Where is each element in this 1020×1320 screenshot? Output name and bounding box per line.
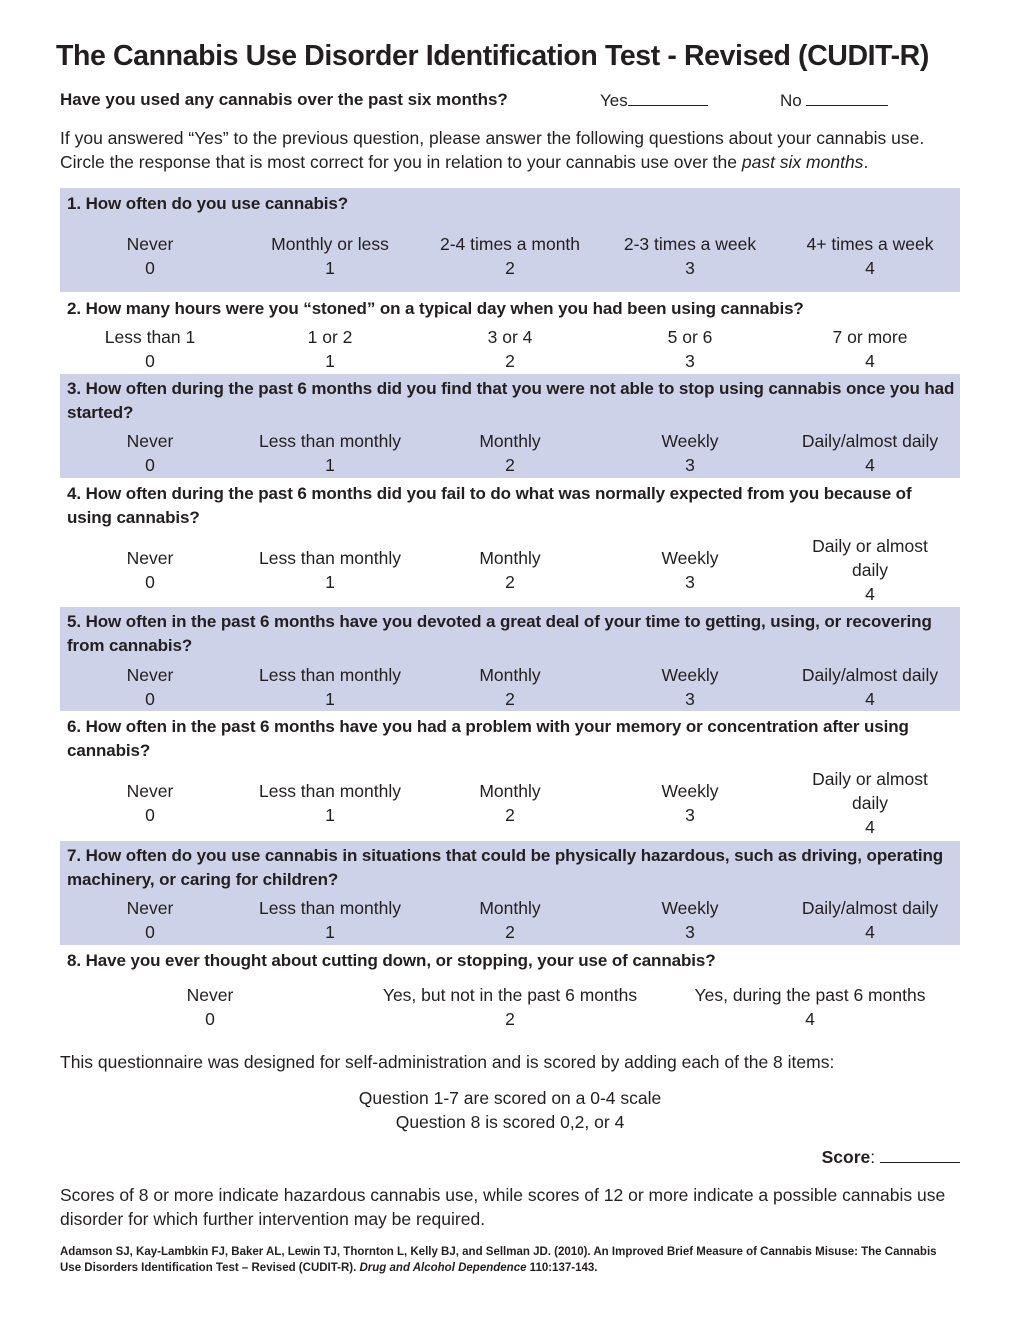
q1-option-3[interactable]: 2-3 times a week 3 xyxy=(623,234,757,278)
question-3-text: 3. How often during the past 6 months did you find that you were not able to stop using cannabis once you had started? xyxy=(67,379,955,422)
q2-option-1[interactable]: 1 or 2 1 xyxy=(307,327,353,371)
question-8-text: 8. Have you ever thought about cutting down, or stopping, your use of cannabis? xyxy=(67,951,716,970)
question-2-text: 2. How many hours were you “stoned” on a typical day when you had been using cannabis? xyxy=(67,299,804,318)
q3-option-3[interactable]: Weekly 3 xyxy=(661,431,719,475)
q4-option-1[interactable]: Less than monthly 1 xyxy=(258,548,402,592)
scoring-intro: This questionnaire was designed for self-administration and is scored by adding each of the 8 items: xyxy=(60,1052,835,1072)
q5-option-3[interactable]: Weekly 3 xyxy=(661,665,719,709)
no-answer-field[interactable]: No xyxy=(780,90,888,111)
q7-option-0[interactable]: Never 0 xyxy=(126,898,174,942)
q8-option-0[interactable]: Never 0 xyxy=(186,985,234,1029)
q4-option-3[interactable]: Weekly 3 xyxy=(661,548,719,592)
question-4-text: 4. How often during the past 6 months did you fail to do what was normally expected from you because of using cannabis? xyxy=(67,484,912,527)
q4-option-4[interactable]: Daily or almost daily 4 xyxy=(812,536,928,604)
q5-option-2[interactable]: Monthly 2 xyxy=(479,665,541,709)
scoring-rule-1: Question 1-7 are scored on a 0-4 scale xyxy=(358,1088,662,1108)
q1-option-0[interactable]: Never 0 xyxy=(126,234,174,278)
question-6-text: 6. How often in the past 6 months have you had a problem with your memory or concentration after using cannabis? xyxy=(67,717,909,760)
q2-option-2[interactable]: 3 or 4 2 xyxy=(487,327,533,371)
q6-option-2[interactable]: Monthly 2 xyxy=(479,781,541,825)
q7-option-1[interactable]: Less than monthly 1 xyxy=(258,898,402,942)
q6-option-0[interactable]: Never 0 xyxy=(126,781,174,825)
q1-option-2[interactable]: 2-4 times a month 2 xyxy=(439,234,581,278)
instructions: If you answered “Yes” to the previous question, please answer the following questions about your cannabis use. Circle the response that is most correct for you in relation to your cannabis use over the past six months. xyxy=(60,128,925,172)
yes-answer-field[interactable]: Yes xyxy=(600,90,708,111)
q3-option-4[interactable]: Daily/almost daily 4 xyxy=(801,431,939,475)
screening-question-text: Have you used any cannabis over the past six months? xyxy=(60,90,508,109)
q7-option-3[interactable]: Weekly 3 xyxy=(661,898,719,942)
q1-option-4[interactable]: 4+ times a week 4 xyxy=(806,234,934,278)
q4-option-0[interactable]: Never 0 xyxy=(126,548,174,592)
citation: Adamson SJ, Kay-Lambkin FJ, Baker AL, Lewin TJ, Thornton L, Kelly BJ, and Sellman JD. (2010). An Improved Brief Measure of Cannabis Misuse: The Cannabis Use Disorders Identification Test – Revised (CUDIT-R). Drug and Alcohol Dependence 110:137-143. xyxy=(60,1246,937,1274)
q6-option-3[interactable]: Weekly 3 xyxy=(661,781,719,825)
screening-question xyxy=(60,90,960,112)
q5-option-4[interactable]: Daily/almost daily 4 xyxy=(801,665,939,709)
q7-option-4[interactable]: Daily/almost daily 4 xyxy=(801,898,939,942)
q1-option-1[interactable]: Monthly or less 1 xyxy=(271,234,389,278)
score-field[interactable]: Score: xyxy=(822,1147,960,1168)
q2-option-0[interactable]: Less than 1 0 xyxy=(104,327,196,371)
q3-option-1[interactable]: Less than monthly 1 xyxy=(258,431,402,475)
q3-option-0[interactable]: Never 0 xyxy=(126,431,174,475)
q8-option-2[interactable]: Yes, during the past 6 months 4 xyxy=(694,985,926,1029)
question-7-text: 7. How often do you use cannabis in situations that could be physically hazardous, such as driving, operating machinery, or caring for children? xyxy=(67,846,944,889)
score-interpretation: Scores of 8 or more indicate hazardous cannabis use, while scores of 12 or more indicate a possible cannabis use disorder for which further intervention may be required. xyxy=(60,1185,946,1229)
q6-option-4[interactable]: Daily or almost daily 4 xyxy=(812,769,928,837)
q2-option-3[interactable]: 5 or 6 3 xyxy=(667,327,713,371)
q2-option-4[interactable]: 7 or more 4 xyxy=(832,327,908,371)
q3-option-2[interactable]: Monthly 2 xyxy=(479,431,541,475)
q5-option-1[interactable]: Less than monthly 1 xyxy=(258,665,402,709)
q5-option-0[interactable]: Never 0 xyxy=(126,665,174,709)
question-5-text: 5. How often in the past 6 months have you devoted a great deal of your time to getting, using, or recovering from cannabis? xyxy=(67,612,932,655)
q7-option-2[interactable]: Monthly 2 xyxy=(479,898,541,942)
scoring-rule-2: Question 8 is scored 0,2, or 4 xyxy=(395,1112,625,1132)
q6-option-1[interactable]: Less than monthly 1 xyxy=(258,781,402,825)
page-title: The Cannabis Use Disorder Identification Test - Revised (CUDIT-R) xyxy=(56,40,929,72)
q4-option-2[interactable]: Monthly 2 xyxy=(479,548,541,592)
q8-option-1[interactable]: Yes, but not in the past 6 months 2 xyxy=(382,985,638,1029)
question-1-text: 1. How often do you use cannabis? xyxy=(67,194,349,213)
